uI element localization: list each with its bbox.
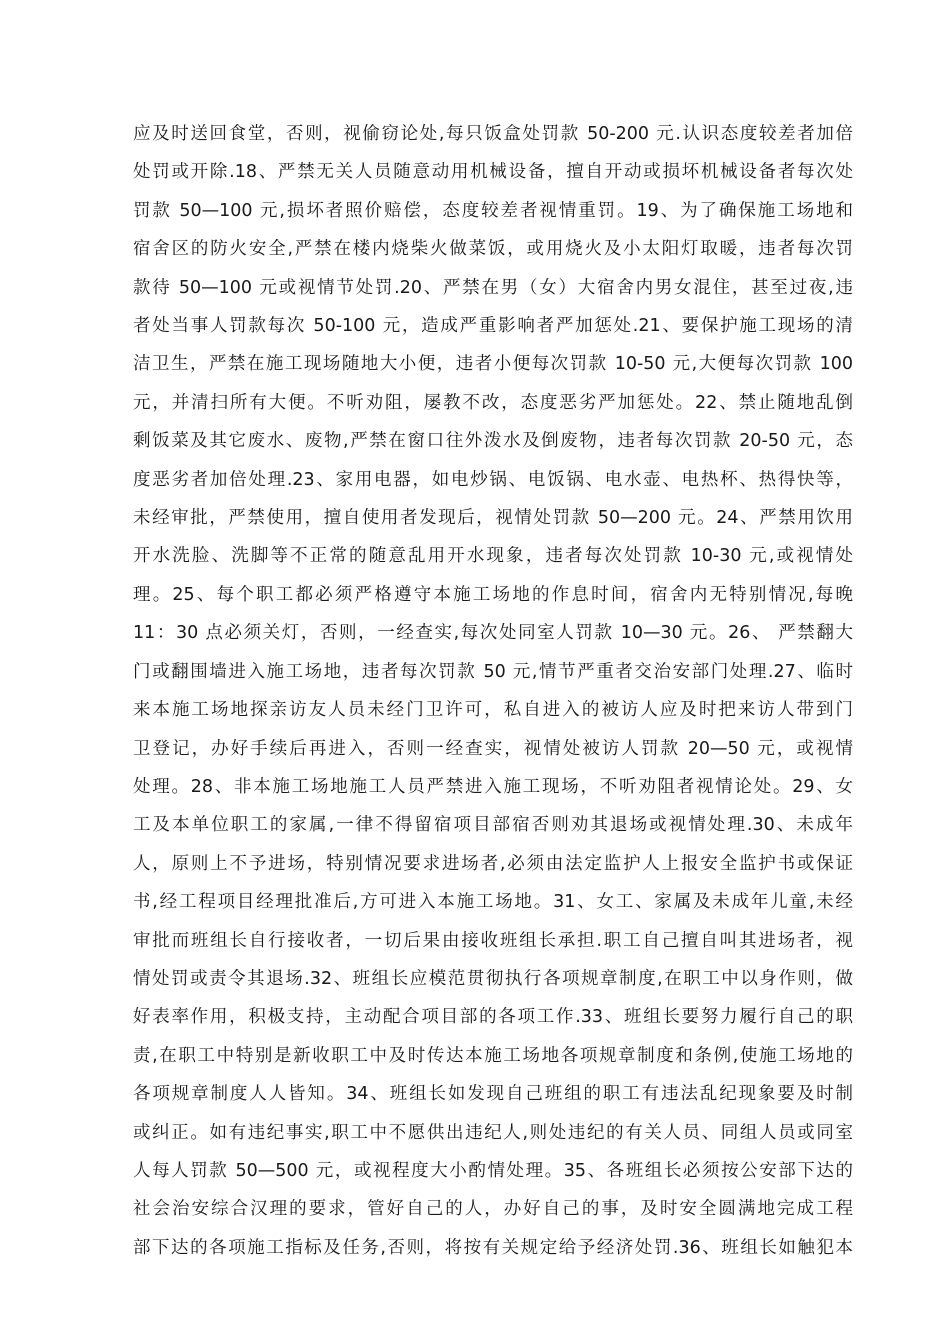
text-line: 或纠正。如有违纪事实,职工中不愿供出违纪人,则处违纪的有关人员、同组人员或同室 <box>133 1122 853 1143</box>
text-line: 工及本单位职工的家属,一律不得留宿项目部宿否则劝其退场或视情处理.30、未成年 <box>133 815 853 836</box>
text-line: 卫登记，办好手续后再进入，否则一经查实，视情处被访人罚款 20—50 元，或视情 <box>133 738 853 759</box>
text-line: 来本施工场地探亲访友人员未经门卫许可，私自进入的被访人应及时把来访人带到门 <box>133 700 853 721</box>
text-line: 理。25、每个职工都必须严格遵守本施工场地的作息时间，宿舍内无特别情况,每晚 <box>133 584 853 605</box>
text-line: 未经审批，严禁使用，擅自使用者发现后，视情处罚款 50—200 元。24、严禁用饮用 <box>133 508 853 529</box>
document-body <box>133 115 853 1267</box>
text-line: 款待 50—100 元或视情节处罚.20、严禁在男（女）大宿舍内男女混住，甚至过夜,违 <box>133 277 853 298</box>
text-line: 处理。28、非本施工场地施工人员严禁进入施工现场，不听劝阻者视情论处。29、女 <box>133 776 853 797</box>
text-line: 各项规章制度人人皆知。34、班组长如发现自己班组的职工有违法乱纪现象要及时制 <box>133 1084 853 1105</box>
text-line: 应及时送回食堂，否则，视偷窃论处,每只饭盒处罚款 50-200 元.认识态度较差者加倍 <box>133 124 853 144</box>
text-line: 宿舍区的防火安全,严禁在楼内烧柴火做菜饭，或用烧火及小太阳灯取暖，违者每次罚 <box>133 239 853 260</box>
text-line: 罚款 50—100 元,损坏者照价赔偿，态度较差者视情重罚。19、为了确保施工场地和 <box>133 200 853 221</box>
text-line: 剩饭菜及其它废水、废物,严禁在窗口往外泼水及倒废物，违者每次罚款 20-50 元，态 <box>133 431 853 452</box>
text-line: 情处罚或责令其退场.32、班组长应模范贯彻执行各项规章制度,在职工中以身作则，做 <box>133 968 853 989</box>
text-line: 审批而班组长自行接收者，一切后果由接收班组长承担.职工自己擅自叫其进场者，视 <box>133 930 853 951</box>
text-line: 人每人罚款 50—500 元，或视程度大小酌情处理。35、各班组长必须按公安部下达的 <box>133 1160 853 1181</box>
text-line: 社会治安综合汉理的要求，管好自己的人，办好自己的事，及时安全圆满地完成工程 <box>133 1199 853 1220</box>
text-line: 部下达的各项施工指标及任务,否则，将按有关规定给予经济处罚.36、班组长如触犯本 <box>133 1237 853 1258</box>
text-line: 门或翻围墙进入施工场地，违者每次罚款 50 元,情节严重者交治安部门处理.27、临时 <box>133 661 853 682</box>
text-line: 者处当事人罚款每次 50-100 元，造成严重影响者严加惩处.21、要保护施工现场的清 <box>133 316 853 337</box>
text-line: 11：30 点必须关灯，否则，一经查实,每次处同室人罚款 10—30 元。26、 严禁翻大 <box>133 623 853 644</box>
text-line: 书,经工程项目经理批准后,方可进入本施工场地。31、女工、家属及未成年儿童,未经 <box>133 892 853 913</box>
text-line: 洁卫生，严禁在施工现场随地大小便，违者小便每次罚款 10-50 元,大便每次罚款 100 <box>133 354 853 375</box>
text-line: 度恶劣者加倍处理.23、家用电器，如电炒锅、电饭锅、电水壶、电热杯、热得快等， <box>133 469 853 490</box>
text-line: 人，原则上不予进场，特别情况要求进场者,必须由法定监护人上报安全监护书或保证 <box>133 853 853 874</box>
text-line: 元，并清扫所有大便。不听劝阻，屡教不改，态度恶劣严加惩处。22、禁止随地乱倒 <box>133 392 853 413</box>
text-line: 开水洗脸、洗脚等不正常的随意乱用开水现象，违者每次处罚款 10-30 元,或视情处 <box>133 546 853 567</box>
text-line: 处罚或开除.18、严禁无关人员随意动用机械设备，擅自开动或损坏机械设备者每次处 <box>133 162 853 183</box>
text-line: 好表率作用，积极支持，主动配合项目部的各项工作.33、班组长要努力履行自己的职 <box>133 1007 853 1028</box>
text-line: 责,在职工中特别是新收职工中及时传达本施工场地各项规章制度和条例,使施工场地的 <box>133 1045 853 1066</box>
